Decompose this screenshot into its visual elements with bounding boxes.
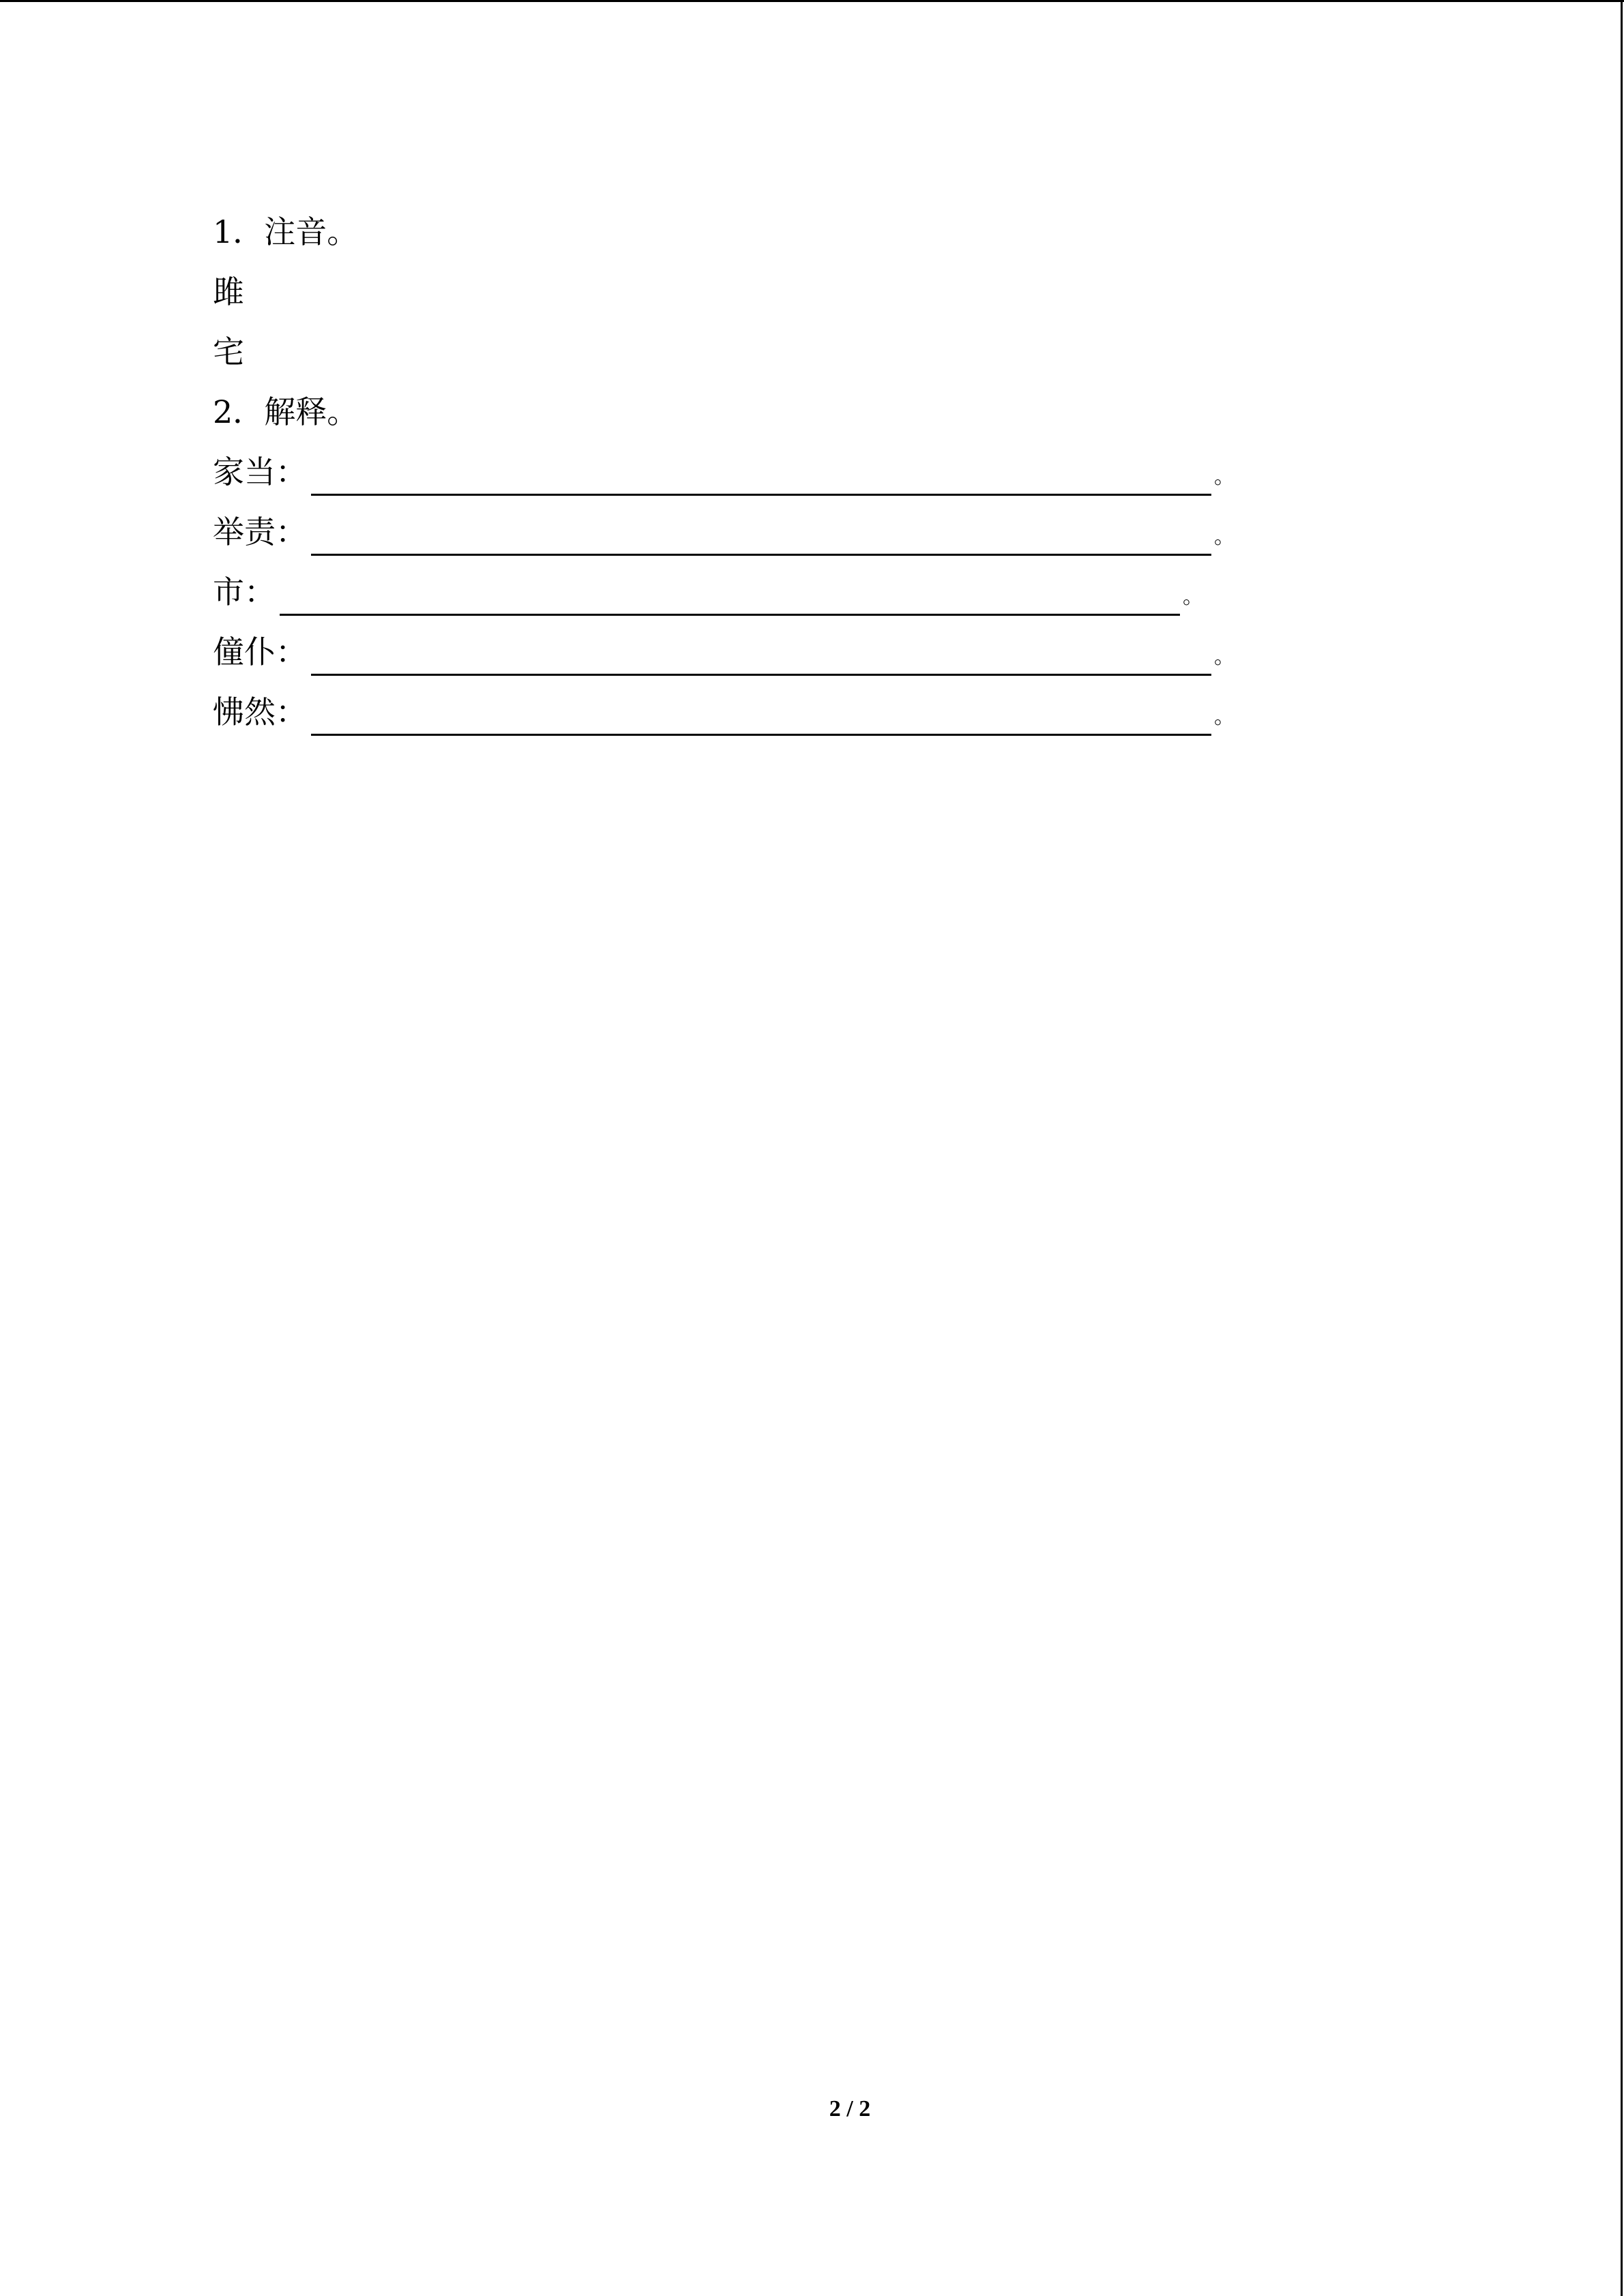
term-label: 举责： — [213, 513, 307, 550]
question1-item-ju: 雎 — [213, 273, 244, 310]
answer-row-tongpu — [213, 625, 1235, 679]
answer-blank[interactable] — [311, 625, 1211, 676]
term-label: 市： — [213, 573, 276, 610]
answer-blank[interactable] — [311, 685, 1211, 736]
term-label: 家当： — [213, 453, 307, 490]
page-border-right — [1621, 0, 1623, 2296]
page-number: 2 / 2 — [829, 2096, 871, 2121]
term-label: 僮仆： — [213, 633, 307, 670]
period-mark: 。 — [1214, 645, 1235, 669]
answer-blank[interactable] — [311, 445, 1211, 496]
answer-row-juze — [213, 505, 1235, 559]
answer-row-jiadang — [213, 445, 1235, 499]
period-mark: 。 — [1214, 525, 1235, 549]
answer-blank[interactable] — [311, 505, 1211, 556]
period-mark: 。 — [1214, 705, 1235, 729]
period-mark: 。 — [1183, 585, 1203, 609]
answer-row-furan — [213, 685, 1235, 739]
question1-heading: 1．注音。 — [213, 213, 359, 250]
period-mark: 。 — [1214, 465, 1235, 489]
question1-item-zhai: 宅 — [213, 333, 244, 370]
answer-blank[interactable] — [280, 565, 1180, 616]
question2-heading: 2．解释。 — [213, 393, 359, 430]
answer-row-shi — [213, 565, 1203, 619]
term-label: 怫然： — [213, 694, 307, 730]
page-border-top — [0, 0, 1624, 2]
